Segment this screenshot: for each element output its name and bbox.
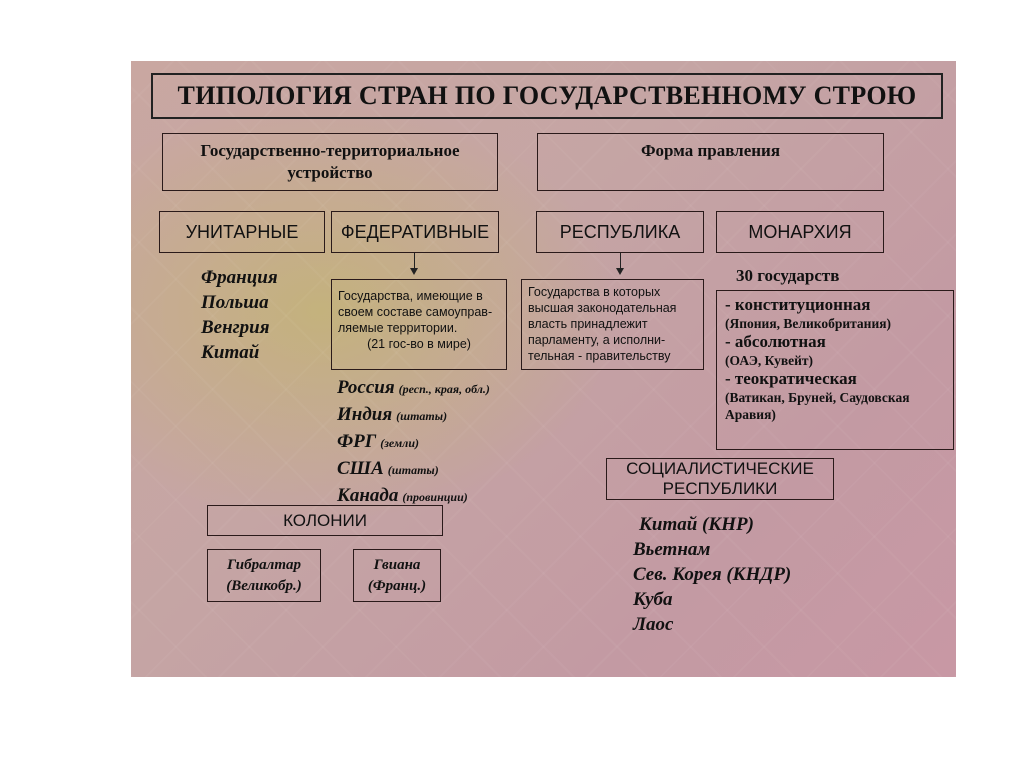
republic-description-line: парламенту, а исполни-	[528, 333, 666, 347]
list-item: Сев. Корея (КНДР)	[633, 564, 792, 585]
list-item: Китай (КНР)	[639, 514, 754, 535]
government-form-header	[537, 133, 884, 191]
diagram-title: ТИПОЛОГИЯ СТРАН ПО ГОСУДАРСТВЕННОМУ СТРОЮ	[151, 73, 943, 119]
list-item: Китай	[201, 342, 260, 363]
unitary-box: УНИТАРНЫЕ	[159, 211, 325, 253]
federal-description-line: Государства, имеющие в	[338, 289, 483, 303]
socialist-countries	[633, 512, 791, 637]
monarchy-examples: Аравия)	[725, 407, 776, 422]
socialist-republics-box	[606, 458, 834, 500]
colony-item	[207, 549, 321, 602]
list-item	[337, 456, 490, 483]
list-item: Куба	[633, 589, 673, 610]
government-header-label: Форма правления	[640, 141, 781, 160]
list-item: Лаос	[633, 614, 674, 635]
monarchy-examples: (ОАЭ, Кувейт)	[725, 353, 814, 368]
federal-count-note: (21 гос-во в мире)	[367, 337, 471, 351]
federal-country-name: ФРГ	[337, 431, 377, 452]
list-item	[337, 375, 490, 402]
federal-description-box	[331, 279, 507, 370]
colony-name: Гибралтар	[227, 556, 301, 573]
list-item: Польша	[201, 292, 269, 313]
list-item	[337, 402, 490, 429]
colonies-box: КОЛОНИИ	[207, 505, 443, 536]
federal-description-line: ляемые территории.	[338, 321, 458, 335]
socialist-label-line1: СОЦИАЛИСТИЧЕСКИЕ	[626, 459, 814, 478]
republic-description-line: Государства в которых	[528, 285, 661, 299]
territorial-header-line1: Государственно-территориальное	[200, 141, 460, 160]
socialist-label-line2: РЕСПУБЛИКИ	[662, 479, 778, 498]
slide	[131, 61, 956, 677]
list-item: Венгрия	[201, 317, 270, 338]
monarchy-box: МОНАРХИЯ	[716, 211, 884, 253]
federal-country-name: Индия	[337, 404, 393, 425]
colony-name: Гвиана	[373, 556, 421, 573]
monarchy-type: - абсолютная	[725, 332, 826, 351]
monarchy-count: 30 государств	[736, 266, 840, 285]
federal-country-note: (респ., края, обл.)	[398, 382, 490, 396]
monarchy-type: - теократическая	[725, 369, 857, 388]
federal-box: ФЕДЕРАТИВНЫЕ	[331, 211, 499, 253]
federal-countries	[337, 375, 490, 510]
federal-country-note: (штаты)	[387, 463, 439, 477]
republic-arrow	[620, 253, 621, 269]
unitary-countries	[201, 265, 278, 365]
federal-country-note: (провинции)	[402, 490, 468, 504]
colony-owner: (Франц.)	[367, 577, 427, 594]
republic-description-box	[521, 279, 704, 370]
monarchy-examples: (Ватикан, Бруней, Саудовская	[725, 390, 910, 405]
territorial-structure-header	[162, 133, 498, 191]
republic-description-line: власть принадлежит	[528, 317, 648, 331]
territorial-header-line2: устройство	[287, 163, 373, 182]
colony-item	[353, 549, 441, 602]
federal-country-note: (штаты)	[396, 409, 448, 423]
list-item: Франция	[201, 267, 278, 288]
republic-description-line: тельная - правительству	[528, 349, 671, 363]
federal-arrow	[414, 253, 415, 269]
monarchy-examples: (Япония, Великобритания)	[725, 316, 892, 331]
monarchy-types-box	[716, 290, 954, 450]
federal-country-name: Россия	[337, 377, 395, 398]
republic-description-line: высшая законодательная	[528, 301, 677, 315]
republic-box: РЕСПУБЛИКА	[536, 211, 704, 253]
federal-country-name: Канада	[337, 485, 399, 506]
federal-description-line: своем составе самоуправ-	[338, 305, 493, 319]
federal-country-note: (земли)	[380, 436, 419, 450]
federal-country-name: США	[337, 458, 384, 479]
monarchy-type: - конституционная	[725, 295, 871, 314]
list-item: Вьетнам	[633, 539, 711, 560]
colony-owner: (Великобр.)	[226, 577, 302, 594]
list-item	[337, 429, 490, 456]
